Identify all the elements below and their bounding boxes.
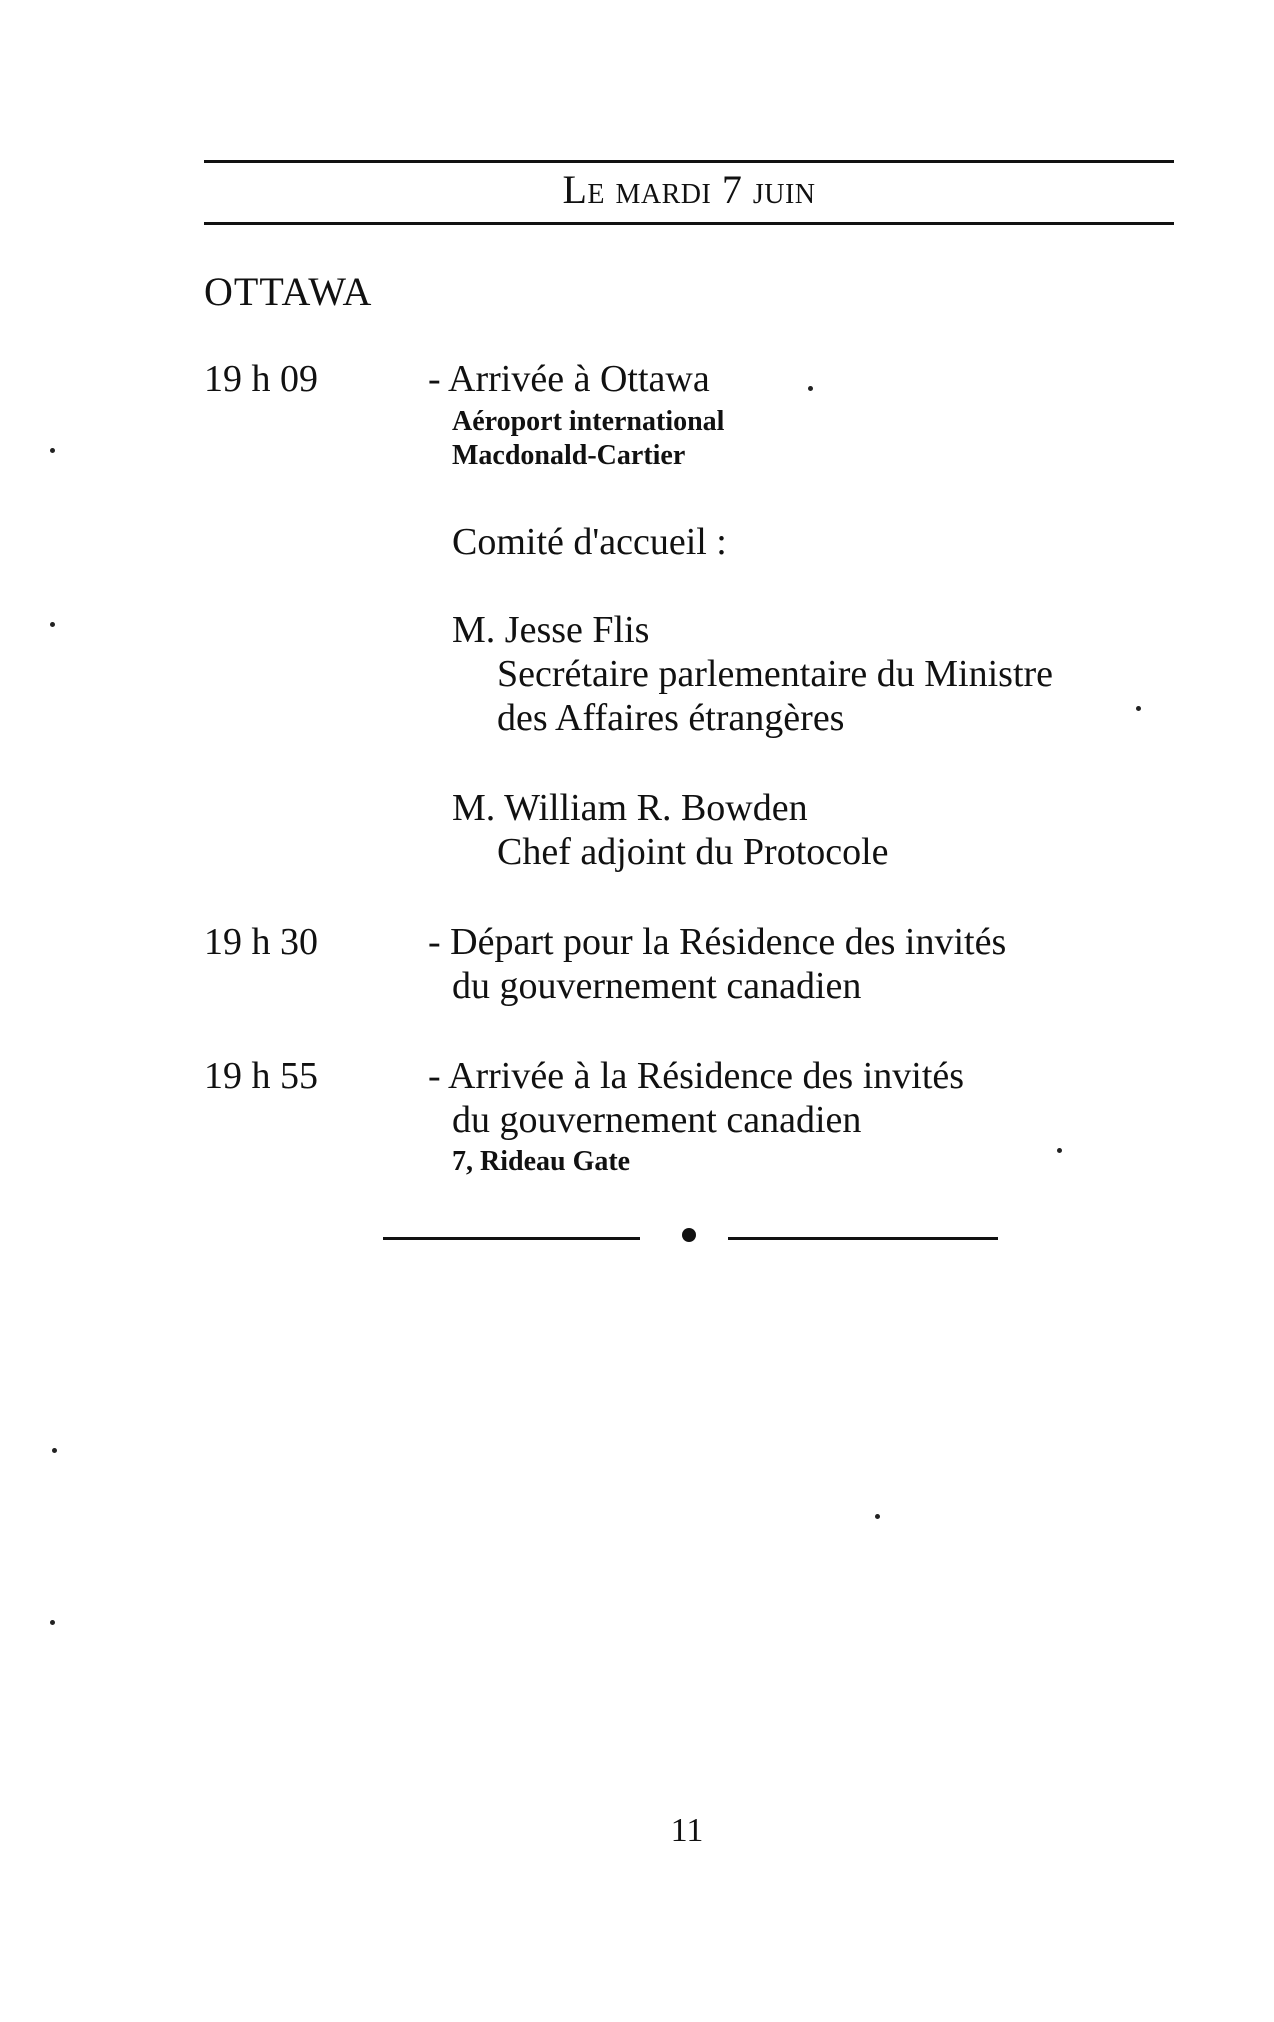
schedule-time-3: 19 h 55 [204, 1055, 318, 1097]
welcome-committee-label: Comité d'accueil : [452, 521, 727, 563]
page-header-date: Le mardi 7 juin [562, 167, 816, 212]
schedule-event-2-line-2: du gouvernement canadien [452, 965, 862, 1007]
schedule-address-3: 7, Rideau Gate [452, 1146, 631, 1177]
welcome-member-1-title-line-2: des Affaires étrangères [497, 697, 845, 739]
schedule-location-1-line-1: Aéroport international [452, 406, 725, 437]
scan-speck [50, 622, 55, 627]
separator-right-line [728, 1237, 998, 1240]
page-number: 11 [670, 1812, 704, 1849]
schedule-event-3-line-1: - Arrivée à la Résidence des invités [428, 1055, 965, 1097]
scan-speck [875, 1514, 880, 1519]
welcome-member-2-name: M. William R. Bowden [452, 787, 808, 829]
separator-left-line [383, 1237, 640, 1240]
welcome-member-2-title-line-1: Chef adjoint du Protocole [497, 831, 889, 873]
scan-speck [50, 1620, 55, 1625]
schedule-location-1-line-2: Macdonald-Cartier [452, 440, 686, 471]
scan-speck [1136, 706, 1141, 711]
separator-dot [682, 1228, 696, 1242]
scan-speck [808, 386, 813, 391]
city-heading: OTTAWA [204, 269, 373, 314]
scan-speck [1057, 1148, 1062, 1153]
schedule-time-1: 19 h 09 [204, 358, 318, 400]
schedule-time-2: 19 h 30 [204, 921, 318, 963]
header-top-rule [204, 160, 1174, 163]
schedule-event-3-line-2: du gouvernement canadien [452, 1099, 862, 1141]
schedule-event-2-line-1: - Départ pour la Résidence des invités [428, 921, 1007, 963]
schedule-event-1: - Arrivée à Ottawa [428, 358, 710, 400]
welcome-member-1-name: M. Jesse Flis [452, 609, 650, 651]
welcome-member-1-title-line-1: Secrétaire parlementaire du Ministre [497, 653, 1054, 695]
header-bottom-rule [204, 222, 1174, 225]
scan-speck [50, 448, 55, 453]
scan-speck [52, 1448, 57, 1453]
